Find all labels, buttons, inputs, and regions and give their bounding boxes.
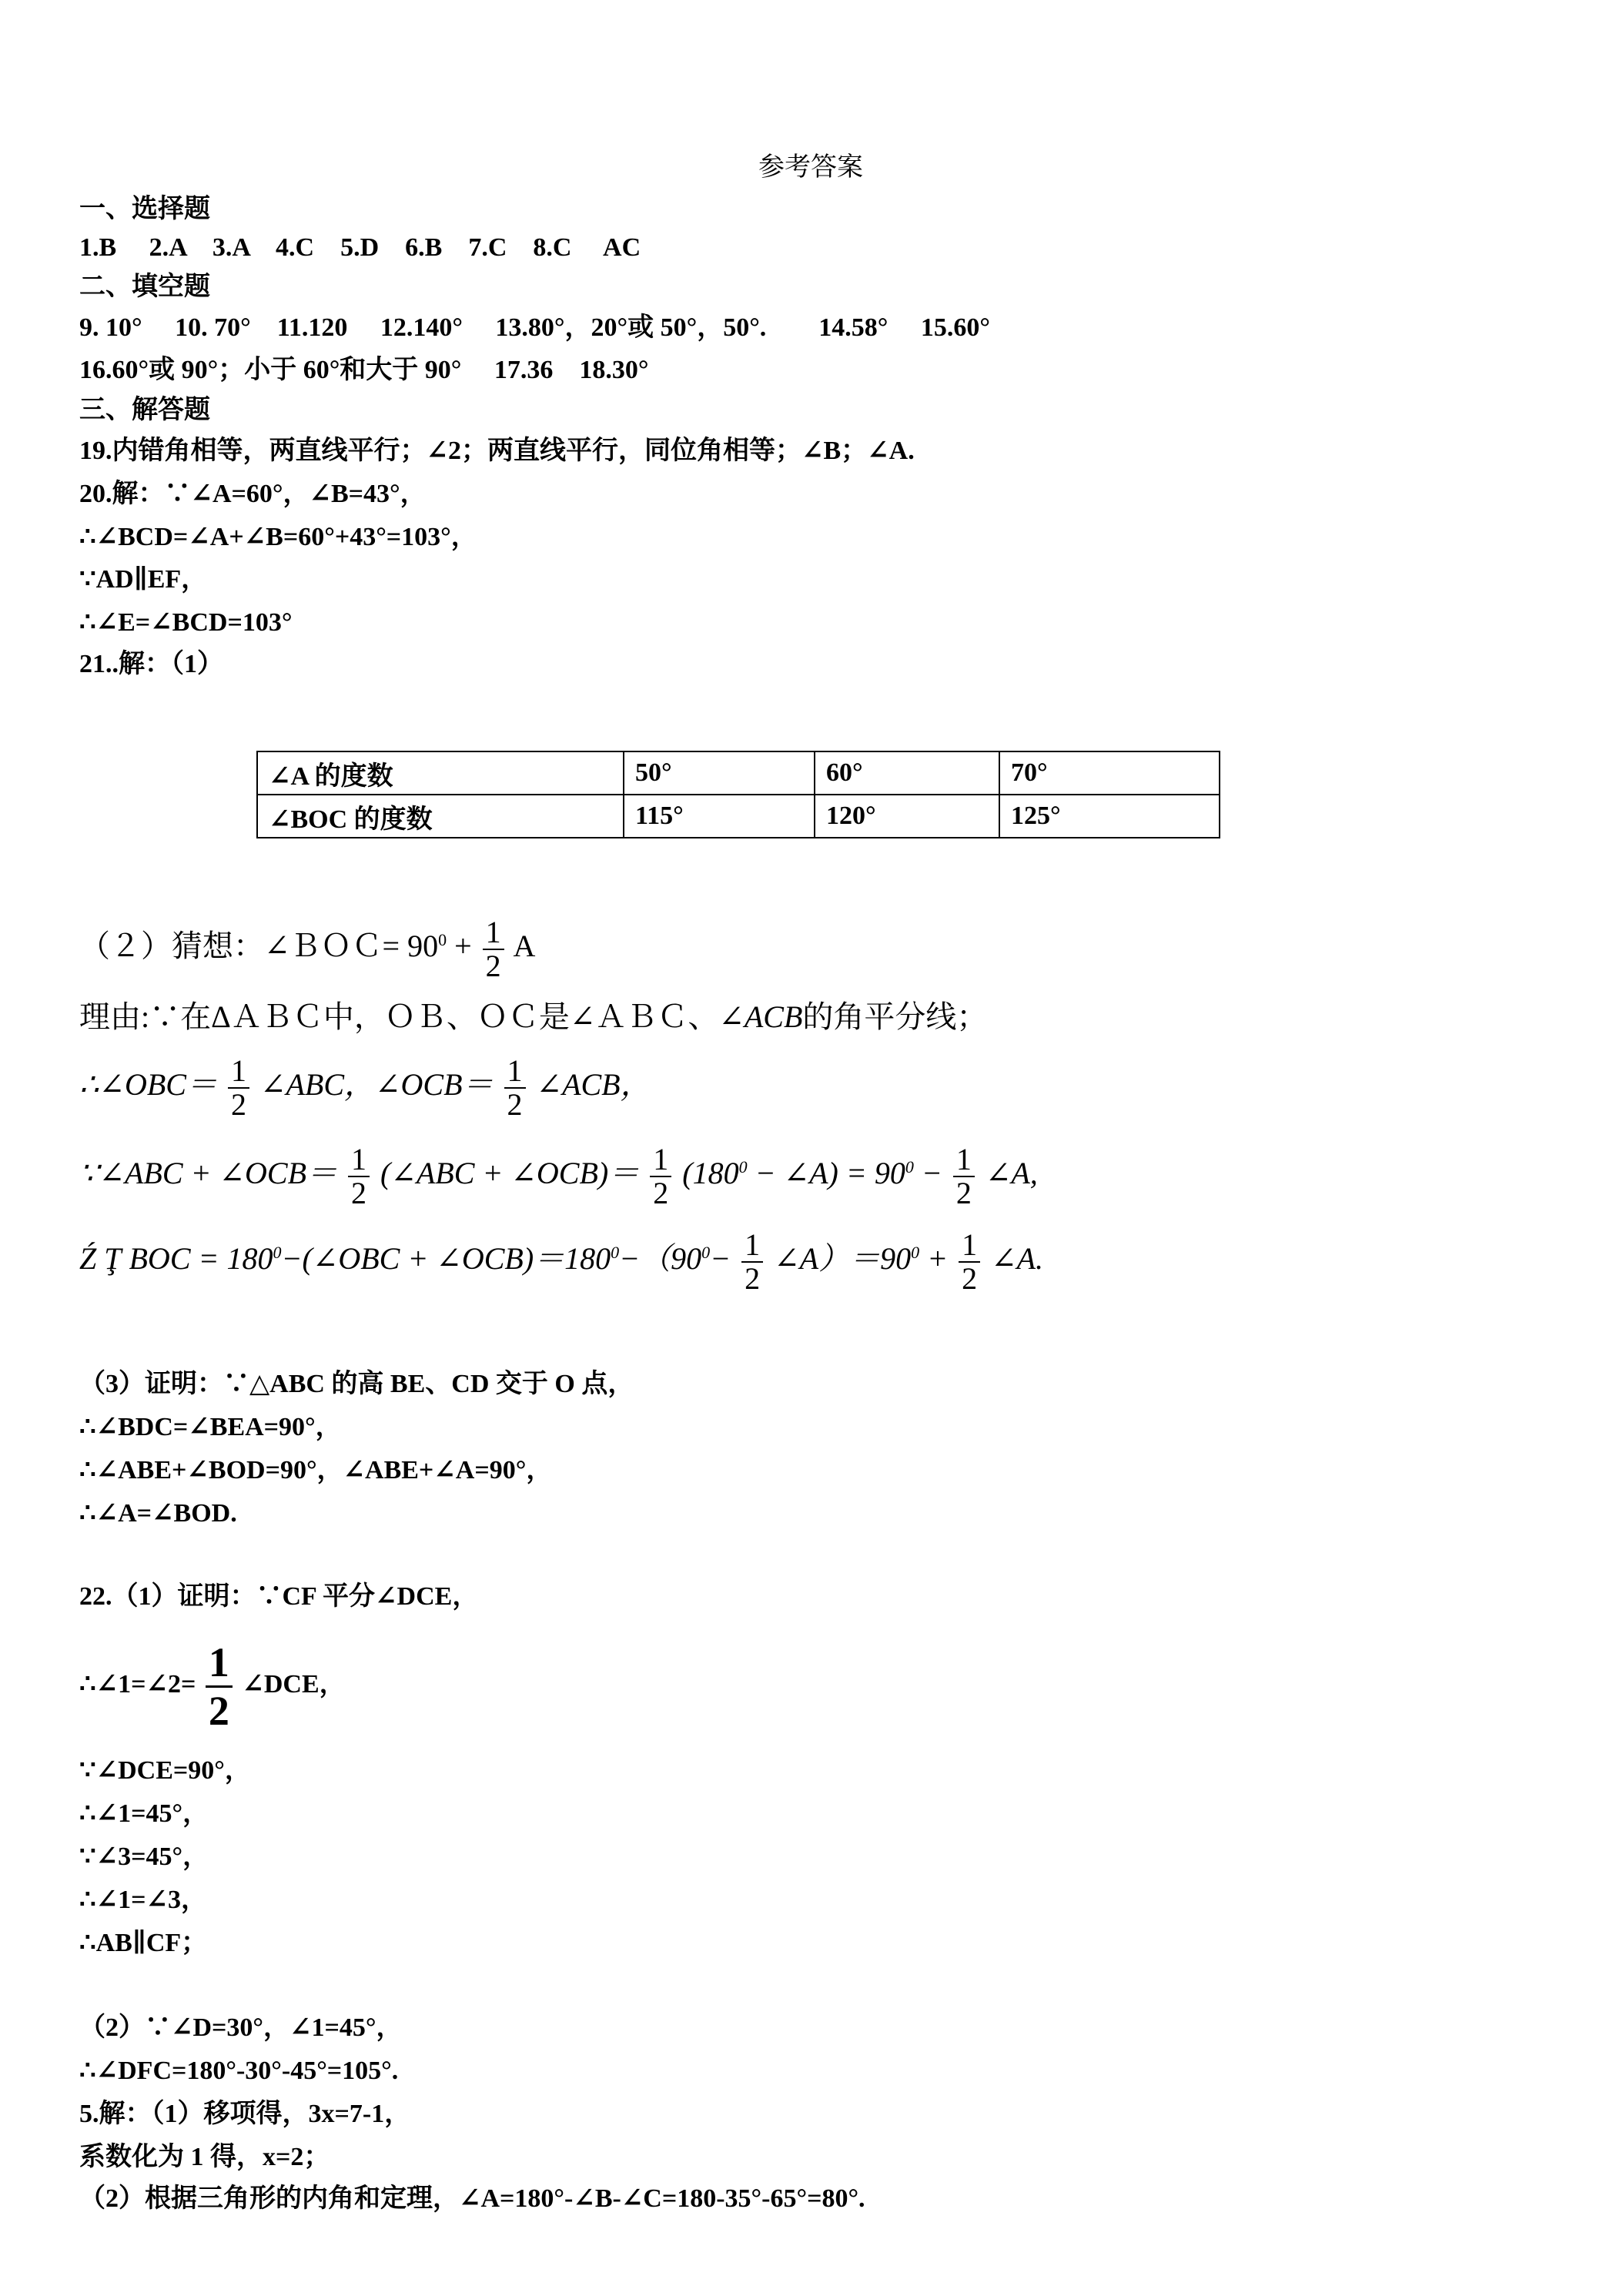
q21-part3-line2: ∴∠BDC=∠BEA=90°， [79, 1413, 342, 1441]
table-row [257, 795, 1220, 838]
q21-part3-line4: ∴∠A=∠BOD. [79, 1499, 237, 1528]
table-cell: 50° [624, 751, 815, 795]
q21-part2-sum: ∵∠ABC + ∠OCB＝ $\frac{1}{2}$ (∠ABC + ∠OCB)＝ $\frac{1}{2}$ ($180^0$ − ∠A) = $90^0$ − $\frac{1}{2}$ ∠A, [79, 1142, 1038, 1210]
q20-line4: ∴∠E=∠BCD=103° [79, 608, 293, 637]
section2-heading: 二、填空题 [79, 273, 210, 301]
q21-part3-line1: （3）证明：∵△ABC 的高 BE、CD 交于 O 点， [79, 1370, 634, 1398]
q20-line1: 20.解：∵∠A=60°，∠B=43°， [79, 480, 427, 508]
q22-part2-line2: ∴∠DFC=180°-30°-45°=105°. [79, 2057, 399, 2085]
q20-line2: ∴∠BCD=∠A+∠B=60°+43°=103°， [79, 523, 477, 551]
q19-answer: 19.内错角相等，两直线平行；∠2；两直线平行，同位角相等；∠B；∠A. [79, 437, 915, 465]
fraction-half: $\frac{1}{2}$ [348, 1143, 370, 1210]
table-cell: 120° [815, 795, 999, 838]
table-cell: ∠BOC 的度数 [257, 795, 624, 838]
q5-line1: 5.解：（1）移项得，3x=7-1， [79, 2100, 411, 2128]
section3-heading: 三、解答题 [79, 396, 210, 424]
fraction-half: $\frac{1}{2}$ [650, 1143, 671, 1210]
q21-part2-reason: 理由:∵在ΔＡＢＣ中，ＯＢ、ＯＣ是∠ＡＢＣ、∠ACB的角平分线； [79, 999, 988, 1034]
page-title: 参考答案 [758, 153, 863, 182]
fraction-half: $\frac{1}{2}$ [483, 916, 504, 982]
q21-part2-conjecture: （２）猜想：∠ＢＯＣ= $90^0$ + $\frac{1}{2}$ A [79, 915, 536, 983]
q5-line3: （2）根据三角形的内角和定理，∠A=180°-∠B-∠C=180-35°-65°=80°. [79, 2184, 865, 2213]
q22-line3: ∵∠DCE=90°， [79, 1756, 251, 1785]
q21-part2-bisector: ∴∠OBC＝ $\frac{1}{2}$ ∠ABC，∠OCB＝ $\frac{1}{2}$ ∠ACB， [79, 1053, 651, 1122]
q21-part3-line3: ∴∠ABE+∠BOD=90°，∠ABE+∠A=90°， [79, 1456, 553, 1484]
fraction-half: $\frac{1}{2}$ [959, 1229, 980, 1295]
q5-line2: 系数化为 1 得，x=2； [79, 2143, 330, 2171]
fill-answers-line2: 16.60°或 90°；小于 60°和大于 90° 17.36 18.30° [79, 356, 649, 384]
table-row [257, 751, 1220, 795]
q20-line3: ∵AD∥EF， [79, 565, 208, 594]
table-cell: 70° [999, 751, 1220, 795]
q21-part2-result: Ź Ţ BOC = $180^0-(\angle OBC$ + $\angle OCB)=180^0-(90^0-$ $\frac{1}{2}$ $\angle A)=90^0$ + $\frac{1}{2}$ ∠A. [79, 1227, 1044, 1296]
angle-table [256, 751, 1220, 838]
q22-line6: ∴∠1=∠3， [79, 1886, 207, 1914]
table-cell: 125° [999, 795, 1220, 838]
table-cell: 60° [815, 751, 999, 795]
fraction-half: $\frac{1}{2}$ [206, 1639, 233, 1734]
fraction-half: $\frac{1}{2}$ [741, 1229, 763, 1295]
fraction-half: $\frac{1}{2}$ [228, 1055, 249, 1121]
choice-answers: 1.B 2.A 3.A 4.C 5.D 6.B 7.C 8.C AC [79, 233, 641, 262]
section1-heading: 一、选择题 [79, 195, 210, 223]
table-cell: ∠A 的度数 [257, 751, 624, 795]
table-cell: 115° [624, 795, 815, 838]
q22-line4: ∴∠1=45°， [79, 1799, 209, 1828]
q22-line7: ∴AB∥CF； [79, 1929, 208, 1957]
q22-line5: ∵∠3=45°， [79, 1842, 209, 1871]
fill-answers-line1: 9. 10° 10. 70° 11.120 12.140° 13.80°，20°或 50°，50°. 14.58° 15.60° [79, 313, 990, 342]
fraction-half: $\frac{1}{2}$ [953, 1143, 975, 1210]
fraction-half: $\frac{1}{2}$ [504, 1055, 526, 1121]
q22-line1: 22.（1）证明：∵CF 平分∠DCE， [79, 1582, 479, 1611]
q22-line2: ∴∠1=∠2= $\frac{1}{2}$ ∠DCE， [79, 1638, 346, 1734]
q21-part1-label: 21..解：（1） [79, 650, 223, 678]
q22-part2-line1: （2）∵∠D=30°，∠1=45°， [79, 2013, 403, 2042]
